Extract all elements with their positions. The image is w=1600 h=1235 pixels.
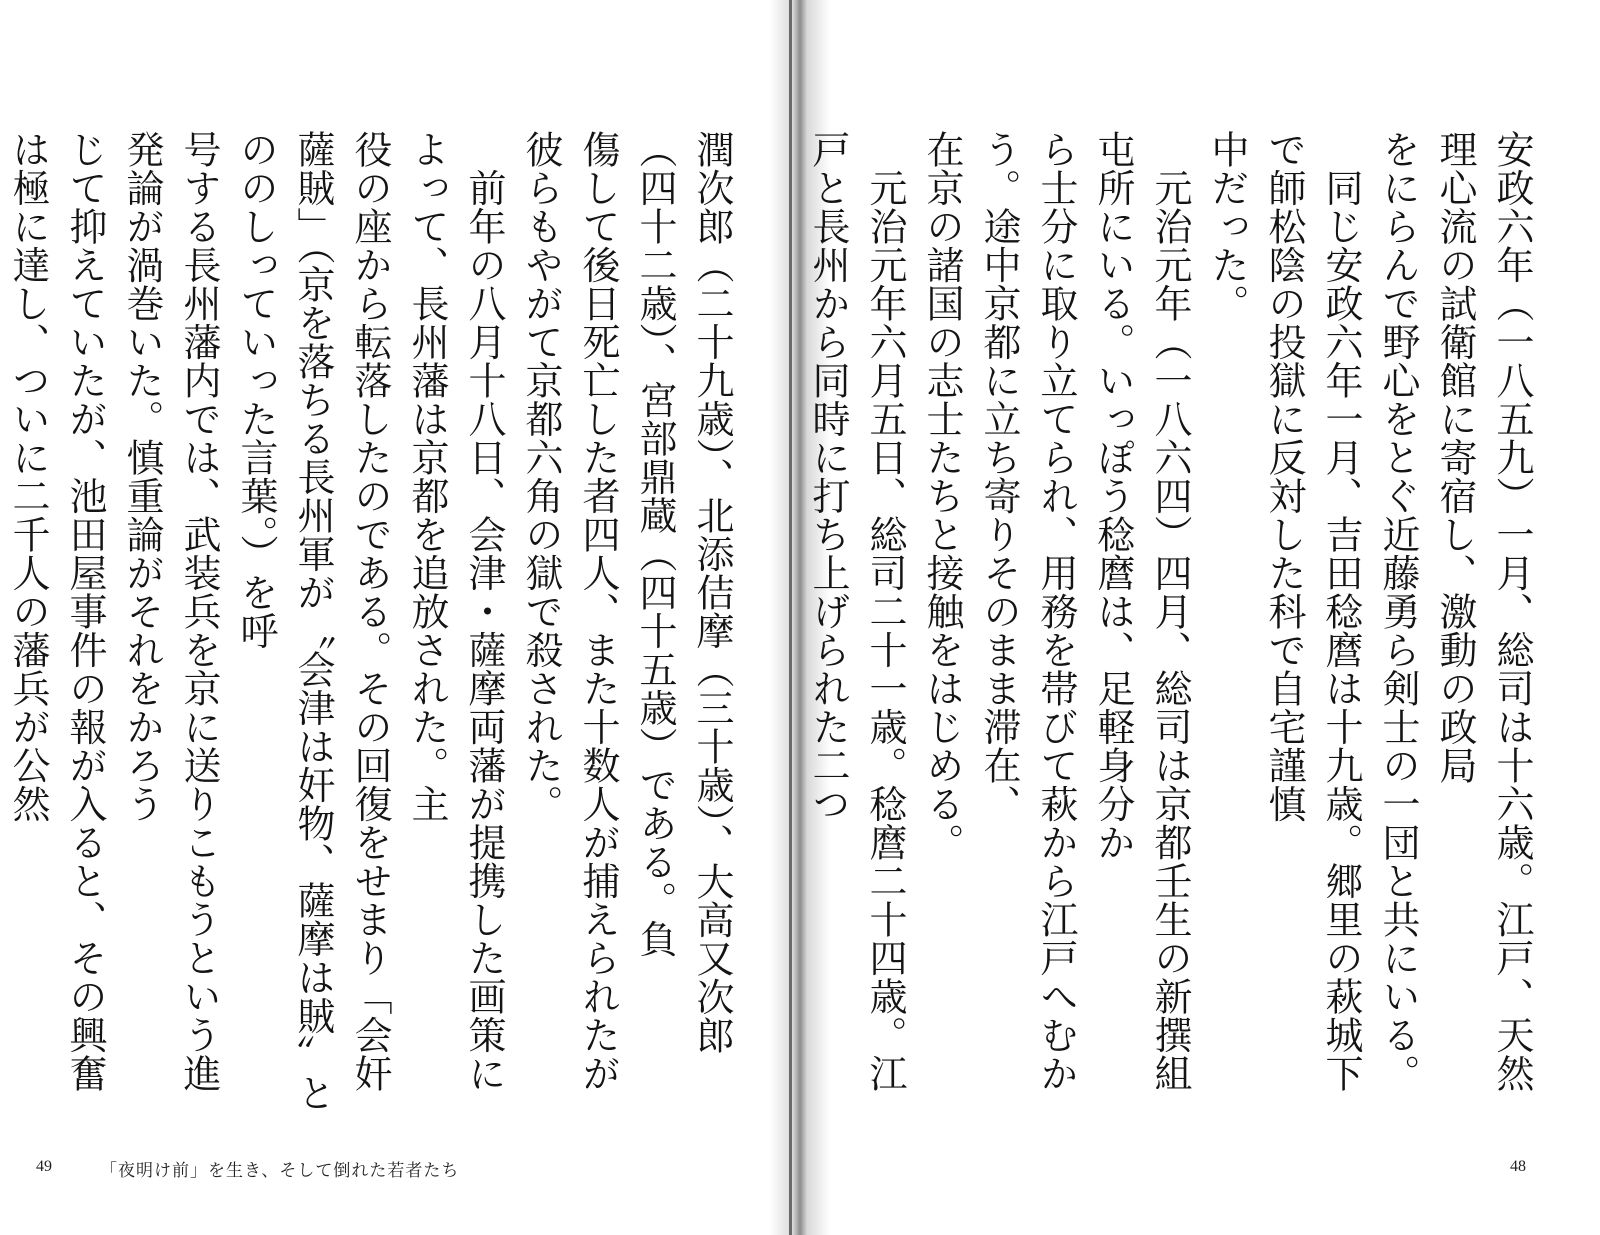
text-column: 安政六年（一八五九）一月、総司は十六歳。江戸、天然理心流の試衛館に寄宿し、激動の政局: [1433, 130, 1534, 1093]
left-page: [0, 0, 790, 1235]
text-column: 役の座から転落したのである。その回復をせまり「会奸薩賊」（京を落ちる長州軍が〝会津は奸物、薩摩は賊〟とののしっていった言葉。）を呼: [234, 130, 392, 1112]
left-page-body: [6, 130, 740, 1130]
text-column: 元治元年（一八六四）四月、総司は京都壬生の新撰組屯所にいる。いっぽう稔麿は、足軽身分か: [1091, 130, 1192, 1093]
text-column: 傷して後日死亡した者四人、また十数人が捕えられたが彼らもやがて京都六角の獄で殺された。: [519, 130, 620, 1093]
text-column: 中だった。: [1205, 130, 1249, 323]
text-column: 前年の八月十八日、会津・薩摩両藩が提携した画策によって、長州藩は京都を追放された。主: [405, 130, 506, 1093]
right-page: [800, 0, 1600, 1235]
page-number-right: 48: [1510, 1158, 1526, 1175]
text-column: 在京の諸国の志士たちと接触をはじめる。: [920, 130, 964, 862]
text-column: 潤次郎（二十九歳）、北添佶摩（三十歳）、大高又次郎（四十二歳）、宮部鼎蔵（四十五歳）である。負: [633, 130, 734, 1055]
text-column: をにらんで野心をとぐ近藤勇ら剣士の一団と共にいる。: [1376, 130, 1420, 1093]
text-column: ら士分に取り立てられ、用務を帯びて萩から江戸へむかう。途中京都に立ち寄りそのまま滞在、: [977, 130, 1078, 1093]
text-column: 同じ安政六年一月、吉田稔麿は十九歳。郷里の萩城下で師松陰の投獄に反対した科で自宅謹慎: [1262, 130, 1363, 1093]
text-column: 号する長州藩内では、武装兵を京に送りこもうという進発論が渦巻いた。慎重論がそれをかろう: [120, 130, 221, 1093]
right-page-body: [806, 130, 1540, 1130]
gutter-fold-line: [789, 0, 792, 1235]
running-head: 「夜明け前」を生き、そして倒れた若者たち: [100, 1161, 460, 1181]
text-column: 元治元年六月五日、総司二十一歳。稔麿二十四歳。江戸と長州から同時に打ち上げられた二つ: [806, 130, 907, 1093]
page-number-left: 49: [36, 1158, 52, 1175]
text-column: じて抑えていたが、池田屋事件の報が入ると、その興奮は極に達し、ついに二千人の藩兵が公然: [6, 130, 107, 1093]
